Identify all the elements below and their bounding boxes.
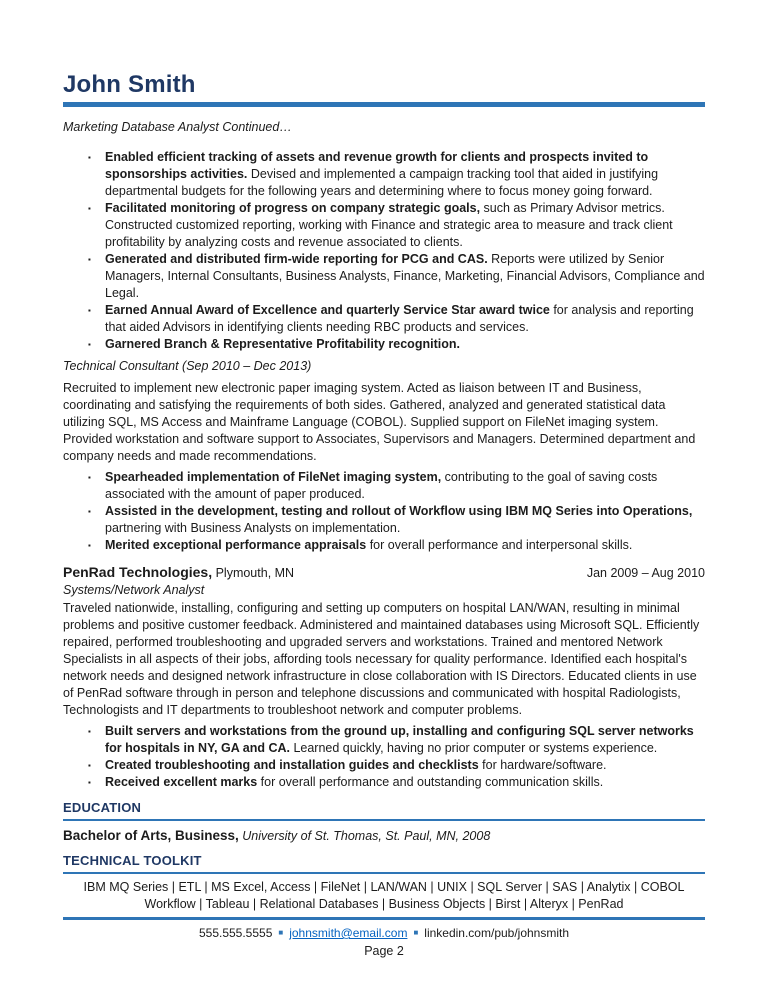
page-footer: [63, 917, 705, 959]
bullet-rest: for overall performance and outstanding communication skills.: [257, 775, 604, 789]
continued-bullet-list: [63, 149, 705, 353]
bullet-rest: for hardware/software.: [478, 758, 607, 772]
bullet-lead: Spearheaded implementation of FileNet imaging system,: [105, 470, 442, 484]
bullet-lead: Built servers and workstations from the ground up, installing and configuring SQL server networks for hospitals in NY, GA and CA.: [105, 724, 694, 755]
bullet-square-icon: ▪: [88, 306, 91, 315]
technical-consultant-bullet-list: [63, 469, 705, 554]
bullet-rest: Devised and implemented a campaign tracking tool that aided in justifying departmental budgets for the following years and determining where to focus money going forward.: [105, 167, 659, 198]
job-title-technical-consultant: Technical Consultant (Sep 2010 – Dec 2013): [63, 359, 312, 373]
bullet-rest: for overall performance and interpersonal skills.: [366, 538, 633, 552]
phone-number: 555.555.5555: [198, 926, 273, 940]
bullet-square-icon: ▪: [88, 255, 91, 264]
bullet-lead: Assisted in the development, testing and rollout of Workflow using IBM MQ Series into Operations,: [105, 504, 693, 518]
footer-divider: [63, 917, 705, 920]
bullet-rest: such as Primary Advisor metrics. Constructed customized reporting, working with Finance and strategic area to measure and track client profitability by analyzing costs and revenue associated to clients.: [105, 201, 673, 249]
list-item: [63, 503, 705, 537]
bullet-lead: Generated and distributed firm-wide reporting for PCG and CAS.: [105, 252, 488, 266]
square-separator-icon: ■: [413, 928, 419, 937]
bullet-rest: Learned quickly, having no prior computer or systems experience.: [289, 741, 658, 755]
bullet-lead: Garnered Branch & Representative Profitability recognition.: [105, 337, 460, 351]
bullet-square-icon: ▪: [88, 507, 91, 516]
email-link[interactable]: johnsmith@email.com: [289, 926, 408, 940]
bullet-rest: partnering with Business Analysts on implementation.: [105, 521, 401, 535]
bullet-square-icon: ▪: [88, 473, 91, 482]
employment-dates: Jan 2009 – Aug 2010: [586, 566, 705, 580]
list-item: [63, 537, 705, 554]
toolkit-skills-line-1: IBM MQ Series | ETL | MS Excel, Access | FileNet | LAN/WAN | UNIX | SQL Server | SAS | Analytix | COBOL: [83, 880, 685, 894]
bullet-lead: Facilitated monitoring of progress on company strategic goals,: [105, 201, 481, 215]
bullet-rest: contributing to the goal of saving costs associated with the amount of paper produced.: [105, 470, 658, 501]
bullet-square-icon: ▪: [88, 153, 91, 162]
job-title-systems-network-analyst: Systems/Network Analyst: [63, 583, 205, 597]
penrad-bullet-list: [63, 723, 705, 791]
square-separator-icon: ■: [278, 928, 284, 937]
company-name-group: [63, 563, 294, 582]
bullet-square-icon: ▪: [88, 204, 91, 213]
toolkit-skills-line-2: Workflow | Tableau | Relational Databases | Business Objects | Birst | Alteryx | PenRad: [144, 897, 624, 911]
bullet-square-icon: ▪: [88, 761, 91, 770]
page-title: John Smith: [63, 72, 705, 107]
bullet-rest: Reports were utilized by Senior Managers, Internal Consultants, Business Analysts, Finance, Marketing, Financial Advisors, Compliance and Legal.: [105, 252, 705, 300]
list-item: [63, 251, 705, 302]
bullet-lead: Earned Annual Award of Excellence and quarterly Service Star award twice: [105, 303, 550, 317]
page-number: Page 2: [364, 944, 404, 958]
bullet-square-icon: ▪: [88, 727, 91, 736]
section-heading-technical-toolkit: TECHNICAL TOOLKIT: [63, 853, 705, 874]
bullet-rest: for analysis and reporting that aided Advisors in identifying clients needing RBC products and services.: [105, 303, 694, 334]
bullet-square-icon: ▪: [88, 541, 91, 550]
section-heading-education: EDUCATION: [63, 800, 705, 821]
list-item: [63, 302, 705, 336]
bullet-lead: Received excellent marks: [105, 775, 258, 789]
list-item: [63, 200, 705, 251]
list-item: [63, 774, 705, 791]
list-item: [63, 723, 705, 757]
job-summary: Traveled nationwide, installing, configuring and setting up computers on hospital LAN/WAN, resulting in minimal problems and positive customer feedback. Administered and maintained databases using Microsoft SQL. Efficiently repaired, performed troubleshooting and upgraded servers and workstations. Trained and mentored Network Specialists in all aspects of their jobs, affording tools necessary for quality performance. Identified each hospital's network needs and designed network infrastructure in close collaboration with IS Directors. Educated clients in use of PenRad software through in person and telephone discussions and communicated with hospital Radiologists, Technologists and IT departments to troubleshoot network and computer problems.: [63, 601, 700, 717]
bullet-lead: Merited exceptional performance appraisals: [105, 538, 367, 552]
list-item: [63, 757, 705, 774]
company-row: [63, 563, 705, 582]
degree-name: Bachelor of Arts, Business,: [63, 828, 239, 843]
list-item: [63, 149, 705, 200]
bullet-lead: Enabled efficient tracking of assets and revenue growth for clients and prospects invited to sponsorships activities.: [105, 150, 649, 181]
job-summary: Recruited to implement new electronic paper imaging system. Acted as liaison between IT and Business, coordinating and satisfying the requirements of both sides. Gathered, analyzed and generated statistical data utilizing SQL, MS Access and Mainframe Language (COBOL). Supplied support on FileNet imaging system. Provided workstation and software support to Associates, Supervisors and Managers. Determined department and company needs and made recommendations.: [63, 381, 696, 463]
education-entry: [63, 827, 705, 845]
job-title-continued: Marketing Database Analyst Continued…: [63, 120, 292, 134]
list-item: [63, 469, 705, 503]
company-location: Plymouth, MN: [212, 566, 295, 580]
school-name: University of St. Thomas, St. Paul, MN, 2008: [238, 829, 491, 843]
bullet-square-icon: ▪: [88, 340, 91, 349]
contact-line: [63, 925, 705, 941]
list-item: [63, 336, 705, 353]
linkedin-url: linkedin.com/pub/johnsmith: [424, 926, 570, 940]
bullet-square-icon: ▪: [88, 778, 91, 787]
company-name: PenRad Technologies,: [63, 564, 213, 580]
bullet-lead: Created troubleshooting and installation guides and checklists: [105, 758, 479, 772]
